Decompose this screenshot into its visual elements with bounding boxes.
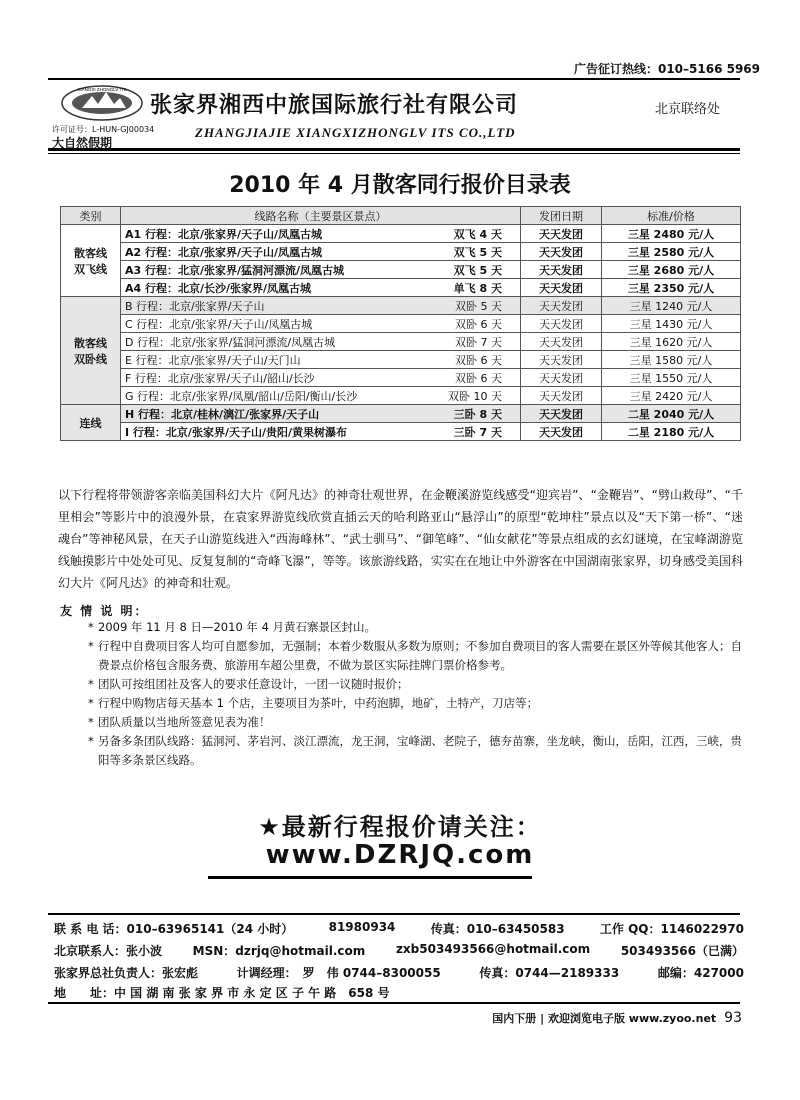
table-row [61, 405, 741, 423]
table-row [61, 387, 741, 405]
contact-zjj-head: 张家界总社负责人：张宏彪 [54, 966, 199, 980]
route-cell [121, 261, 521, 279]
route-days: 三卧 8 天 [453, 407, 502, 421]
contact-postcode: 邮编：427000 [657, 966, 744, 980]
date-cell: 天天发团 [521, 261, 602, 279]
route-cell [121, 243, 521, 261]
page-footer [0, 1010, 742, 1026]
company-logo [60, 84, 145, 122]
contact-top-rule [48, 913, 740, 915]
route-name: E 行程：北京/张家界/天子山/天门山 [125, 353, 301, 367]
brand-slogan: 大自然假期 [52, 136, 113, 150]
table-header-row [61, 207, 741, 225]
route-name: H 行程：北京/桂林/漓江/张家界/天子山 [125, 407, 320, 421]
date-cell: 天天发团 [521, 333, 602, 351]
promo-headline: ★最新行程报价请关注： [258, 813, 542, 841]
avatar-description: 以下行程将带领游客亲临美国科幻大片《阿凡达》的神奇壮观世界，在金鞭溪游览线感受“迎宾岩”、“金鞭岩”、“劈山救母”、“千里相会”等影片中的浪漫外景，在袁家界游览线欣赏直插云天的哈利路亚山“悬浮山”的原型“乾坤柱”景点以及“天下第一桥”、“迷魂台”等神秘风景，在天子山游览线进入“西海峰林”、“武士驯马”、“御笔峰”、“仙女献花”等景点组成的玄幻谜境，在宝峰湖游览线触摸影片中处处可见、反复复制的“奇峰飞瀑”，等等。该旅游线路，实实在在地让中外游客在中国湖南张家界，切身感受美国科幻大片《阿凡达》的神奇和壮观。 [58, 488, 743, 590]
office-label: 北京联络处 [655, 102, 721, 117]
contact-manager: 计调经理： 罗 伟 0744–8300055 [236, 966, 441, 980]
contact-email2: zxb503493566@hotmail.com [395, 942, 591, 956]
page-title: 2010 年 4 月散客同行报价目录表 [229, 173, 571, 198]
date-cell: 天天发团 [521, 405, 602, 423]
table-row [61, 369, 741, 387]
price-cell: 三星 1430 元/人 [602, 315, 741, 333]
table-row [61, 279, 741, 297]
route-cell [121, 225, 521, 243]
contact-fax2: 传真：0744—2189333 [479, 966, 620, 980]
route-cell [121, 351, 521, 369]
route-cell [121, 297, 521, 315]
category-cell: 连线 [61, 405, 121, 441]
note-item: * 行程中购物店每天基本 1 个店，主要项目为茶叶，中药泡脚，地矿，土特产，刀店等； [88, 694, 748, 713]
route-days: 双卧 6 天 [455, 317, 502, 331]
contact-fax: 传真：010–63450583 [430, 922, 565, 936]
contact-row-zjj [54, 964, 744, 981]
price-cell: 二星 2040 元/人 [602, 405, 741, 423]
route-days: 双卧 6 天 [455, 353, 502, 367]
contact-row-address [54, 984, 744, 1001]
col-header-route: 线路名称（主要景区景点） [121, 207, 521, 225]
route-name: B 行程：北京/张家界/天子山 [125, 299, 265, 313]
header-top-rule [48, 78, 740, 80]
date-cell: 天天发团 [521, 243, 602, 261]
header-rule-thick [48, 148, 740, 151]
notes-title: 友 情 说 明： [60, 604, 149, 618]
header-rule-thin [48, 153, 740, 154]
table-row [61, 261, 741, 279]
page-number: 93 [724, 1010, 742, 1026]
table-row [61, 297, 741, 315]
route-name: A2 行程：北京/张家界/天子山/凤凰古城 [125, 245, 323, 259]
route-days: 双卧 7 天 [455, 335, 502, 349]
route-name: F 行程：北京/张家界/天子山/韶山/长沙 [125, 371, 315, 385]
contact-bottom-rule [48, 1002, 740, 1004]
route-name: C 行程：北京/张家界/天子山/凤凰古城 [125, 317, 313, 331]
promo-website-link[interactable]: www.DZRJQ.com [265, 840, 535, 870]
table-row [61, 315, 741, 333]
route-days: 双飞 4 天 [453, 227, 502, 241]
col-header-price: 标准/价格 [602, 207, 741, 225]
price-cell: 三星 1240 元/人 [602, 297, 741, 315]
footer-text: 国内下册 | 欢迎浏览电子版 www.zyoo.net [492, 1012, 717, 1025]
route-name: A4 行程：北京/长沙/张家界/凤凰古城 [125, 281, 312, 295]
note-item: * 行程中自费项目客人均可自愿参加，无强制；本着少数服从多数为原则；不参加自费项目的客人需要在景区外等候其他客人；自费景点价格包含服务费、旅游用车超公里费，不做为景区实际挂牌门票价格参考。 [88, 637, 748, 675]
table-row [61, 351, 741, 369]
date-cell: 天天发团 [521, 387, 602, 405]
route-days: 双卧 5 天 [455, 299, 502, 313]
contact-beijing: 北京联系人：张小波 [54, 944, 163, 958]
route-name: A1 行程：北京/张家界/天子山/凤凰古城 [125, 227, 323, 241]
table-row [61, 225, 741, 243]
route-days: 三卧 7 天 [453, 425, 502, 439]
price-table [60, 206, 741, 441]
route-cell [121, 315, 521, 333]
route-cell [121, 333, 521, 351]
route-cell [121, 387, 521, 405]
note-item: * 另备多条团队线路：猛洞河、茅岩河、淡江漂流，龙王洞，宝峰湖、老院子，德夯苗寨，坐龙峡，衡山，岳阳，江西，三峡，贵阳等多条景区线路。 [88, 732, 748, 770]
route-cell [121, 279, 521, 297]
route-cell [121, 369, 521, 387]
company-name: 张家界湘西中旅国际旅行社有限公司 [150, 93, 519, 118]
website-underline [208, 876, 532, 879]
price-cell: 二星 2180 元/人 [602, 423, 741, 441]
date-cell: 天天发团 [521, 225, 602, 243]
route-name: G 行程：北京/张家界/凤凰/韶山/岳阳/衡山/长沙 [125, 389, 358, 403]
company-name-en: ZHANGJIAJIE XIANGXIZHONGLV ITS CO.,LTD [195, 125, 516, 140]
note-item: * 团队质量以当地所签意见表为准！ [88, 713, 748, 732]
contact-phone: 联 系 电 话：010–63965141（24 小时） [54, 922, 294, 936]
category-cell: 散客线 双飞线 [61, 225, 121, 297]
price-cell: 三星 2480 元/人 [602, 225, 741, 243]
price-cell: 三星 2580 元/人 [602, 243, 741, 261]
table-row [61, 423, 741, 441]
note-item: * 2009 年 11 月 8 日—2010 年 4 月黄石寨景区封山。 [88, 618, 748, 637]
price-cell: 三星 1620 元/人 [602, 333, 741, 351]
route-days: 双飞 5 天 [453, 263, 502, 277]
route-name: D 行程：北京/张家界/猛洞河漂流/凤凰古城 [125, 335, 336, 349]
table-row [61, 333, 741, 351]
contact-row-beijing [54, 942, 744, 959]
contact-row-phone [54, 920, 744, 937]
col-header-date: 发团日期 [521, 207, 602, 225]
route-cell [121, 423, 521, 441]
date-cell: 天天发团 [521, 369, 602, 387]
category-cell: 散客线 双卧线 [61, 297, 121, 405]
contact-qq2: 503493566（已满） [620, 944, 744, 958]
price-cell: 三星 1580 元/人 [602, 351, 741, 369]
price-cell: 三星 2350 元/人 [602, 279, 741, 297]
contact-msn: MSN：dzrjq@hotmail.com [192, 944, 366, 958]
note-item: * 团队可按组团社及客人的要求任意设计，一团一议随时报价； [88, 675, 748, 694]
date-cell: 天天发团 [521, 423, 602, 441]
contact-phone2: 81980934 [328, 920, 396, 934]
route-days: 单飞 8 天 [453, 281, 502, 295]
route-cell [121, 405, 521, 423]
table-row [61, 243, 741, 261]
route-name: A3 行程：北京/张家界/猛洞河漂流/凤凰古城 [125, 263, 345, 277]
contact-qq: 工作 QQ：1146022970 [599, 922, 744, 936]
col-header-category: 类别 [61, 207, 121, 225]
ad-hotline: 广告征订热线：010–5166 5969 [573, 62, 760, 76]
route-days: 双卧 10 天 [448, 389, 502, 403]
route-days: 双卧 6 天 [455, 371, 502, 385]
logo-text: XIANGXI ZHONGLV ITS [77, 87, 127, 92]
price-cell: 三星 1550 元/人 [602, 369, 741, 387]
notes-list [88, 618, 748, 770]
route-name: I 行程：北京/张家界/天子山/贵阳/黄果树瀑布 [125, 425, 347, 439]
date-cell: 天天发团 [521, 297, 602, 315]
date-cell: 天天发团 [521, 351, 602, 369]
contact-address: 地 址：中 国 湖 南 张 家 界 市 永 定 区 子 午 路 658 号 [54, 986, 390, 1000]
route-days: 双飞 5 天 [453, 245, 502, 259]
permit-number: 许可证号：L-HUN-GJ00034 [52, 125, 155, 134]
date-cell: 天天发团 [521, 279, 602, 297]
price-cell: 三星 2680 元/人 [602, 261, 741, 279]
date-cell: 天天发团 [521, 315, 602, 333]
price-cell: 三星 2420 元/人 [602, 387, 741, 405]
